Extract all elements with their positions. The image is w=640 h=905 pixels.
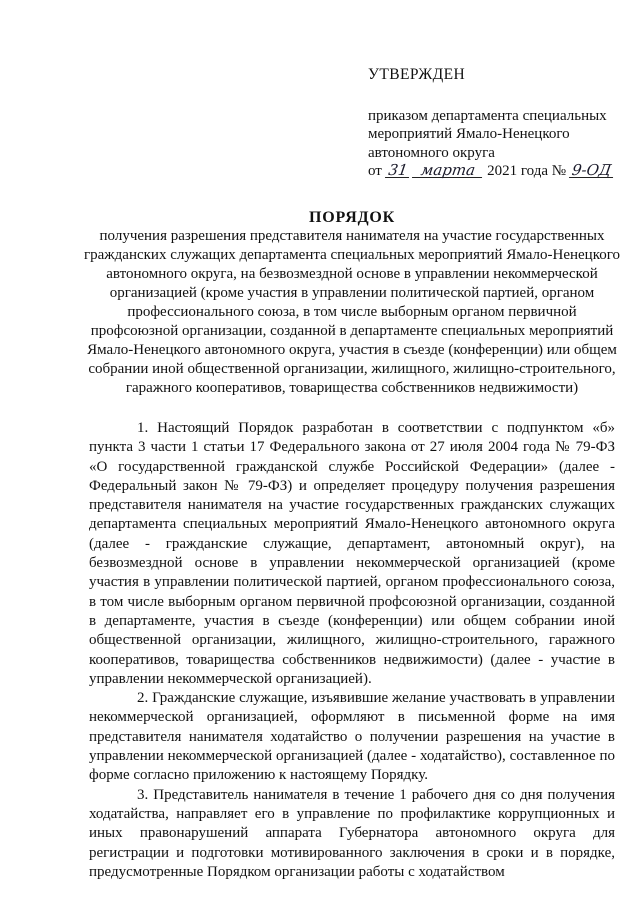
- document-title: ПОРЯДОК: [308, 209, 396, 226]
- approval-line: мероприятий Ямало-Ненецкого: [368, 126, 570, 142]
- date-year-text: 2021 года №: [487, 163, 567, 179]
- paragraph: 3. Представитель нанимателя в течение 1 рабочего дня со дня получения ходатайства, направляет его в управление по профилактике коррупционных и иных правонарушений аппарата Губернатора автономного округа для регистрации и подготовки мотивированного заключения в сроки и в порядке, предусмотренные Порядком организации работы с ходатайством: [89, 786, 615, 880]
- approval-date-line: [368, 162, 618, 181]
- handwritten-order-number: 9-ОД: [569, 163, 615, 178]
- handwritten-day: 31: [385, 163, 411, 178]
- paragraph: 1. Настоящий Порядок разработан в соответствии с подпунктом «б» пункта 3 части 1 статьи 17 Федерального закона от 27 июля 2004 года № 79-ФЗ «О государственной гражданской службе Российской Федерации» (далее - Федеральный закон № 79-ФЗ) и определяет процедуру получения разрешения представителя нанимателя на участие государственных гражданских служащих департамента специальных мероприятий Ямало-Ненецкого автономного округа (далее - гражданские служащие, департамент, автономный округ), на безвозмездной основе в управлении некоммерческой организацией (кроме участия в управлении политической партией, органом профессионального союза, в том числе выборным органом первичной профсоюзной организации, созданной в департаменте, участия в съезде (конференции) или общем собрании иной общественной организации, жилищного, жилищно-строительного, гаражного кооперативов, товарищества собственников недвижимости) (далее - участие в управлении некоммерческой организацией).: [89, 420, 615, 687]
- approval-stamp: [368, 66, 618, 181]
- document-title-block: [84, 208, 620, 398]
- document-subtitle: получения разрешения представителя нанимателя на участие государственных гражданских служащих департамента специальных мероприятий Ямало-Ненецкого автономного округа, на безвозмездной основе в управлении некоммерческой организацией (кроме участия в управлении политической партией, органом профессионального союза, в том числе выборным органом первичной профсоюзной организации, созданной в департаменте специальных мероприятий Ямало-Ненецкого автономного округа, участия в съезде (конференции) или общем собрании иной общественной организации, жилищного, жилищно-строительного, гаражного кооперативов, товарищества собственников недвижимости): [84, 228, 621, 396]
- approval-line: приказом департамента специальных: [368, 107, 607, 124]
- approval-line: автономного округа: [368, 144, 495, 161]
- handwritten-month: марта: [412, 163, 484, 178]
- paragraph: 2. Гражданские служащие, изъявившие желание участвовать в управлении некоммерческой организацией, оформляют в письменной форме на имя представителя нанимателя ходатайство о получении разрешения на участие в управлении некоммерческой организацией (далее - ходатайство), составленное по форме согласно приложению к настоящему Порядку.: [89, 690, 615, 784]
- document-body: [89, 419, 615, 882]
- date-prefix: от: [368, 163, 382, 179]
- approval-heading: УТВЕРЖДЕН: [368, 66, 466, 83]
